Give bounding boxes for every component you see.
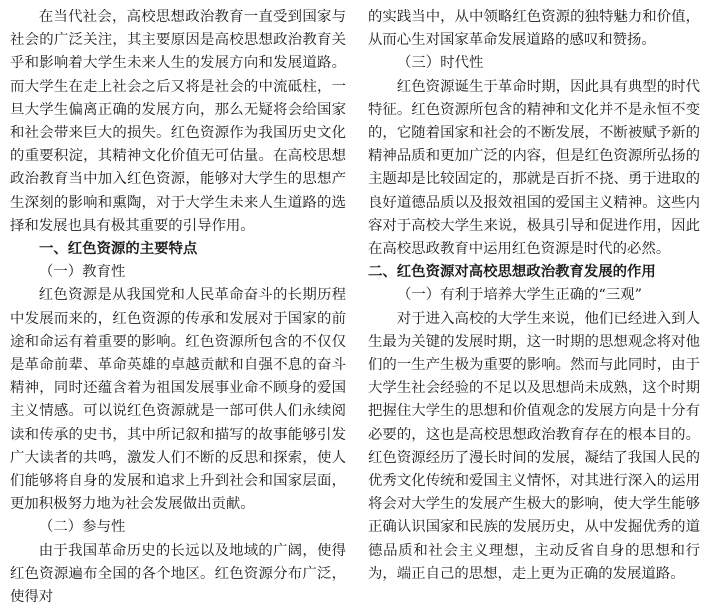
intro-paragraph: 在当代社会，高校思想政治教育一直受到国家与社会的广泛关注，其主要原因是高校思想政治教育关乎和影响着大学生未来人生的发展方向和发展道路。而大学生在走上社会之后又将是社会的中流砥柱，一旦大学生偏离正确的发展方向，那么无疑将会给国家和社会带来巨大的损失。红色资源作为我国历史文化的重要积淀，其精神文化价值无可估量。在高校思想政治教育当中加入红色资源，能够对大学生的思想产生深刻的影响和熏陶，对于大学生未来人生道路的选择和发展也具有极其重要的引导作用。 (10, 9, 346, 234)
subheading-three-views: （一）有利于培养大学生正确的“三观” (397, 287, 642, 304)
paragraph-participatory-end: 的实践当中，从中领略红色资源的独特魅力和价值，从而心生对国家革命发展道路的感叹和赞扬。 (368, 9, 700, 49)
paragraph-educational: 红色资源是从我国党和人民革命奋斗的长期历程中发展而来的，红色资源的传承和发展对于国家的前途和命运有着重要的影响。红色资源所包含的不仅仅是革命前辈、革命英雄的卓越贡献和自强不息的奋斗精神，同时还蕴含着为祖国发展事业命不顾身的爱国主义情感。可以说红色资源就是一部可供人们永续阅读和传承的史书，其中所记叙和描写的故事能够引发广大读者的共鸣，激发人们不断的反思和探索，使人们能够将自身的发展和追求上升到社会和国家层面，更加积极努力地为社会发展做出贡献。 (10, 287, 346, 513)
subheading-timeliness: （三）时代性 (397, 55, 484, 72)
paragraph-three-views: 对于进入高校的大学生来说，他们已经进入到人生最为关键的发展时期，这一时期的思想观念将对他们的一生产生极为重要的影响。然而与此同时，由于大学生社会经验的不足以及思想尚未成熟，这个时期把握住大学生的思想和价值观念的发展方向是十分有必要的，这也是高校思想政治教育存在的根本目的。红色资源经历了漫长时间的发展，凝结了我国人民的优秀文化传统和爱国主义情怀，对其进行深入的运用将会对大学生的发展产生极大的影响，使大学生能够正确认识国家和民族的发展历史，从中发掘优秀的道德品质和社会主义理想，主动反省自身的思想和行为，端正自己的思想，走上更为正确的发展道路。 (368, 310, 700, 582)
section-heading-main-features: 一、红色资源的主要特点 (39, 241, 198, 258)
right-column (368, 6, 700, 586)
paragraph-participatory-start: 由于我国革命历史的长远以及地域的广阔，使得红色资源遍布全国的各个地区。红色资源分布广泛，使得对 (10, 542, 346, 606)
section-heading-role: 二、红色资源对高校思想政治教育发展的作用 (368, 264, 656, 281)
subheading-participatory: （二）参与性 (39, 519, 126, 536)
left-column (10, 6, 346, 609)
paragraph-timeliness: 红色资源诞生于革命时期，因此具有典型的时代特征。红色资源所包含的精神和文化并不是永恒不变的，它随着国家和社会的不断发展，不断被赋予新的精神品质和更加广泛的内容，但是红色资源所弘扬的主题却是比较固定的，那就是百折不挠、勇于进取的良好道德品质以及报效祖国的爱国主义精神。这些内容对于高校大学生来说，极具引导和促进作用，因此在高校思政教育中运用红色资源是时代的必然。 (368, 78, 700, 258)
subheading-educational: （一）教育性 (39, 264, 126, 281)
